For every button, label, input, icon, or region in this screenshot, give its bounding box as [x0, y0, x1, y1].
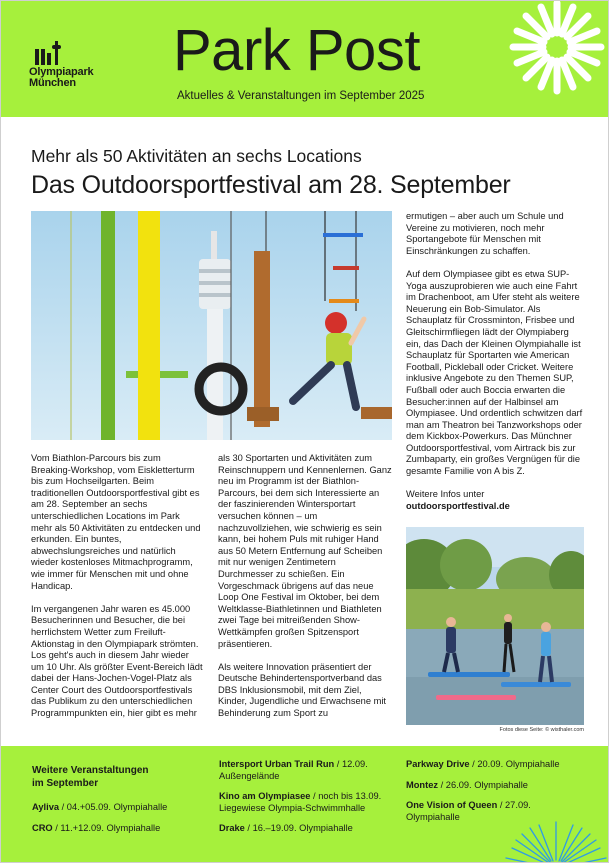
article-paragraph: Als weitere Innovation präsentiert der Deutsche Behindertensportverband das DBS Inklusionsmobil, mit dem Ziel, Kinder, Jugendliche und Erwachsene mit Behinderung zum Sport zu — [218, 661, 386, 719]
event-name: Intersport Urban Trail Run — [219, 759, 335, 769]
event-details: / noch bis 13.09. Liegewiese Olympia-Schwimmhalle — [219, 791, 382, 813]
event-name: One Vision of Queen — [406, 800, 498, 811]
event-name: Parkway Drive — [406, 759, 470, 769]
event-name: Kino am Olympiasee — [219, 791, 311, 802]
event-details: / 16.–19.09. Olympiahalle — [244, 823, 353, 834]
olympiapark-logo — [29, 41, 109, 89]
event-details: / 20.09. Olympiahalle — [469, 759, 560, 769]
logo-line-1: Olympiapark — [29, 66, 94, 78]
masthead-subtitle: Aktuelles & Veranstaltungen im September 2025 — [177, 90, 425, 102]
event-details: / 27.09. Olympiahalle — [406, 800, 531, 822]
article-paragraph: Vom Biathlon-Parcours bis zum Breaking-Workshop, vom Eiskletterturm bis zum Hochseilgarten. Beim traditionellen Outdoorsportfestival gibt es am 28. September an sechs unterschiedlichen Locations im Park mehr als 50 Aktivitäten zu entdecken und erkunden. Ein buntes, abwechslungsreiches und natürlich wieder kostenloses Mitmachprogramm, wie immer für Menschen mit und ohne Handicap. — [31, 453, 201, 591]
event-item — [32, 802, 192, 814]
masthead — [1, 1, 609, 117]
event-item — [406, 780, 581, 792]
event-name: Ayliva — [32, 802, 60, 812]
photo-credit: Fotos diese Seite: © wisthaler.com — [499, 727, 584, 733]
article-paragraph: Auf dem Olympiasee gibt es etwa SUP-Yoga auszuprobieren wie auch eine Fahrt im Drachenboot, am Ufer steht als weitere Neuerung ein Bob-Simulator. Als Schauplatz für Crossminton, Frisbee und Gleitschirmfliegen lädt der Olympiaberg ein, das Dach der Kleinen Olympiahalle ist Schauplatz für Sportarten wie American Football, Pickleball oder Cricket. Weitere inklusive Angebote zu den Themen SUP, Fußball oder auch Boccia erwarten die Besucher:innen auf der Halbinsel am Olympiasee. Und ordentlich schwitzen darf man am Theatron bei Tanzworkshops oder dem Kickbox-Powerkurs. Das Münchner Outdoorsportfestival, vom Airtrack bis zur Zumbaparty, ein großes Vergnügen für die gesamte Familie von A bis Z. — [406, 268, 583, 477]
sup-lake-photo — [406, 527, 584, 725]
event-item — [219, 791, 394, 814]
article-paragraph: Im vergangenen Jahr waren es 45.000 Besucherinnen und Besucher, die bei herrlichstem Wetter zum Freiluft-Aktionstag in den Olympiapark strömten. Los geht's auch in diesem Jahr wieder um 10 Uhr. Als größter Event-Bereich lädt dabei der Hans-Jochen-Vogel-Platz als Center Court des Outdoorsportfestivals das Publikum zu den unterschiedlichen Programmpunkten ein, hier gibt es mehr — [31, 603, 203, 719]
article-paragraph: als 30 Sportarten und Aktivitäten zum Reinschnuppern und Kennenlernen. Ganz neu im Programm ist der Biathlon-Parcours, bei dem sich Interessierte an der faszinierenden Wintersportart versuchen können – um nachzuvollziehen, wie schwierig es sein kann, bei hohem Puls mit ruhiger Hand aus 50 Metern Entfernung auf Scheiben mit nur wenigen Zentimetern Durchmesser zu schießen. Ein Vorgeschmack übrigens auf das neue Loop One Festival im Oktober, bei dem Weltklasse-Biathletinnen und Biathleten zwei Tage bei mitreißenden Show-Wettkämpfen großen Spitzensport präsentieren. — [218, 453, 392, 649]
events-footer — [1, 746, 609, 863]
event-name: CRO — [32, 822, 53, 833]
article-kicker: Mehr als 50 Aktivitäten an sechs Locations — [31, 146, 362, 166]
event-details: / 26.09. Olympiahalle — [438, 779, 528, 790]
event-item — [219, 759, 394, 782]
events-column-2 — [219, 759, 394, 844]
olympiapark-logo-mark — [29, 41, 109, 67]
event-details: / 12.09. Außengelände — [219, 759, 368, 781]
event-item — [219, 823, 394, 835]
festival-website-link[interactable]: outdoorsportfestival.de — [406, 500, 510, 511]
sunburst-icon — [501, 816, 609, 863]
event-details: / 04.+05.09. Olympiahalle — [59, 802, 168, 812]
event-item — [406, 759, 581, 771]
event-name: Drake — [219, 823, 245, 834]
footer-heading-line-2: im September — [32, 778, 99, 789]
starburst-icon — [499, 1, 609, 117]
article-headline: Das Outdoorsportfestival am 28. September — [31, 171, 511, 199]
footer-heading-line-1: Weitere Veranstaltungen — [32, 765, 149, 776]
masthead-title: Park Post — [173, 18, 420, 83]
logo-line-2: München — [29, 77, 76, 89]
more-info-line — [406, 489, 584, 512]
article-column-1 — [31, 453, 203, 731]
event-details: / 11.+12.09. Olympiahalle — [52, 822, 161, 833]
events-column-1 — [32, 802, 192, 843]
event-item — [32, 823, 192, 835]
more-info-prefix: Weitere Infos unter — [406, 489, 485, 500]
hero-photo-climbing-park — [31, 211, 392, 440]
article-paragraph: ermutigen – aber auch um Schule und Vereine zu motivieren, noch mehr Sportangebote für Menschen mit Einschränkungen zu schaffen. — [406, 211, 564, 256]
event-name: Montez — [406, 779, 439, 790]
article-column-2 — [218, 453, 393, 731]
footer-heading — [32, 764, 149, 790]
article-column-3 — [406, 211, 584, 524]
